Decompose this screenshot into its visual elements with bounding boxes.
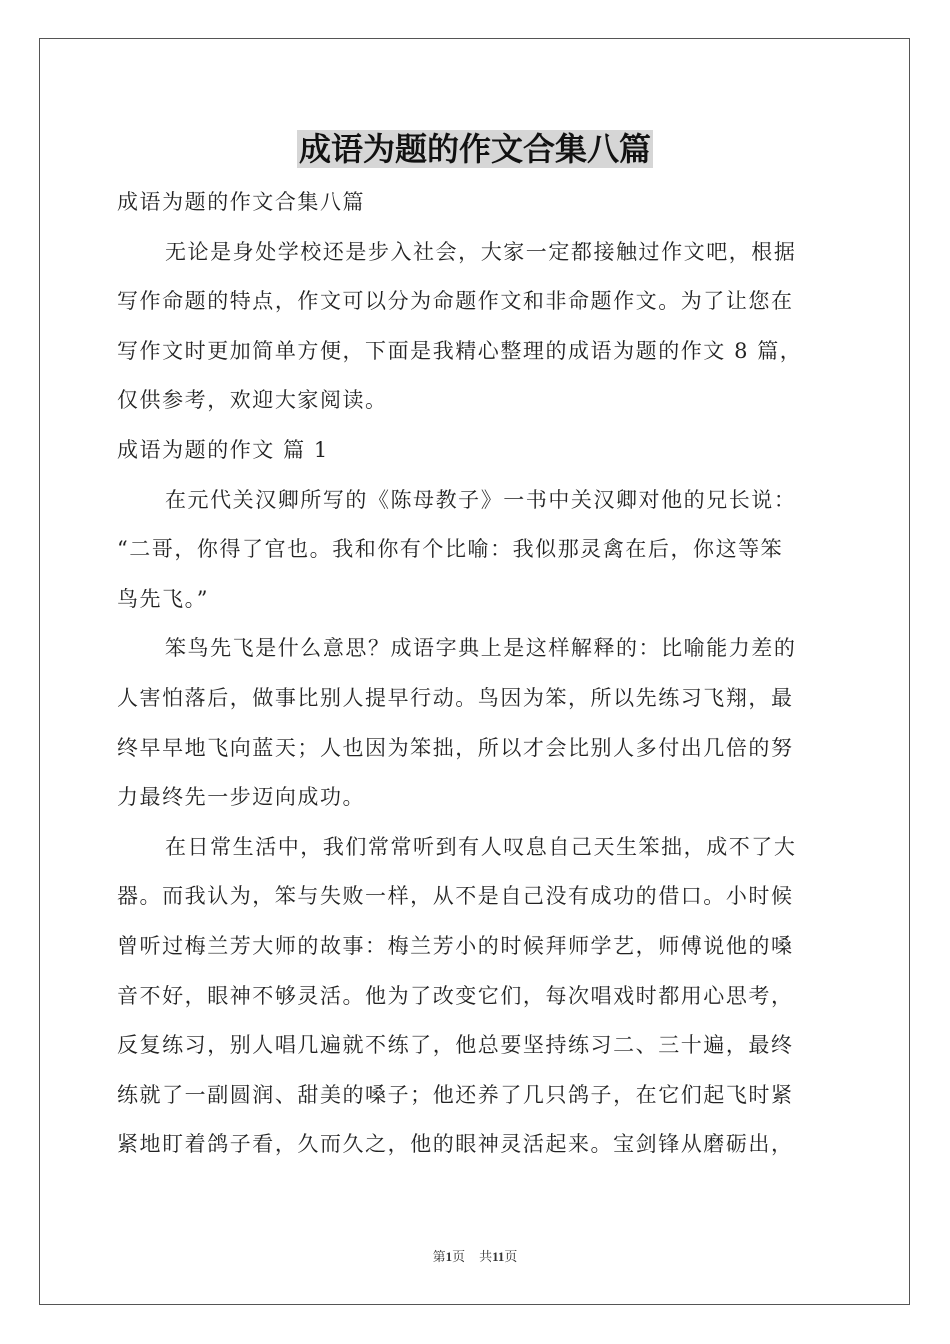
section-heading: 成语为题的作文 篇 1 [117,437,329,462]
text-line: 紧地盯着鸽子看，久而久之，他的眼神灵活起来。宝剑锋从磨砺出， [117,1132,794,1157]
text-line: 器。而我认为，笨与失败一样，从不是自己没有成功的借口。小时候 [117,884,794,909]
total-pages: 11 [492,1249,505,1264]
page-footer [0,1248,950,1266]
page-prefix: 第 [432,1249,446,1264]
text-line: “二哥，你得了官也。我和你有个比喻：我似那灵禽在后，你这等笨 [117,537,784,562]
document-title-text: 成语为题的作文合集八篇 [298,130,651,168]
text-line: 写作文时更加简单方便，下面是我精心整理的成语为题的作文 8 篇， [117,338,803,363]
text-line: 鸟先飞。” [117,586,209,611]
text-line: 音不好，眼神不够灵活。他为了改变它们，每次唱戏时都用心思考， [117,983,794,1008]
text-line: 曾听过梅兰芳大师的故事：梅兰芳小的时候拜师学艺，师傅说他的嗓 [117,933,794,958]
page-unit: 页 [452,1249,466,1264]
text-line: 在日常生活中，我们常常听到有人叹息自己天生笨拙，成不了大 [165,834,797,859]
total-prefix: 共 [479,1249,493,1264]
text-line: 无论是身处学校还是步入社会，大家一定都接触过作文吧，根据 [165,239,797,264]
document-body [117,178,833,1170]
text-line: 反复练习，别人唱几遍就不练了，他总要坚持练习二、三十遍，最终 [117,1033,794,1058]
text-line: 终早早地飞向蓝天；人也因为笨拙，所以才会比别人多付出几倍的努 [117,735,794,760]
text-line: 仅供参考，欢迎大家阅读。 [117,388,388,413]
document-title [0,126,950,172]
text-line: 练就了一副圆润、甜美的嗓子；他还养了几只鸽子，在它们起飞时紧 [117,1082,794,1107]
text-line: 在元代关汉卿所写的《陈母教子》一书中关汉卿对他的兄长说： [165,487,797,512]
text-line: 笨鸟先飞是什么意思？成语字典上是这样解释的：比喻能力差的 [165,636,797,661]
text-line: 写作命题的特点，作文可以分为命题作文和非命题作文。为了让您在 [117,289,794,314]
text-line: 成语为题的作文合集八篇 [117,190,366,214]
text-line: 力最终先一步迈向成功。 [117,785,366,810]
text-line: 人害怕落后，做事比别人提早行动。鸟因为笨，所以先练习飞翔，最 [117,685,794,710]
total-unit: 页 [504,1249,518,1264]
page-number: 1 [445,1249,453,1264]
